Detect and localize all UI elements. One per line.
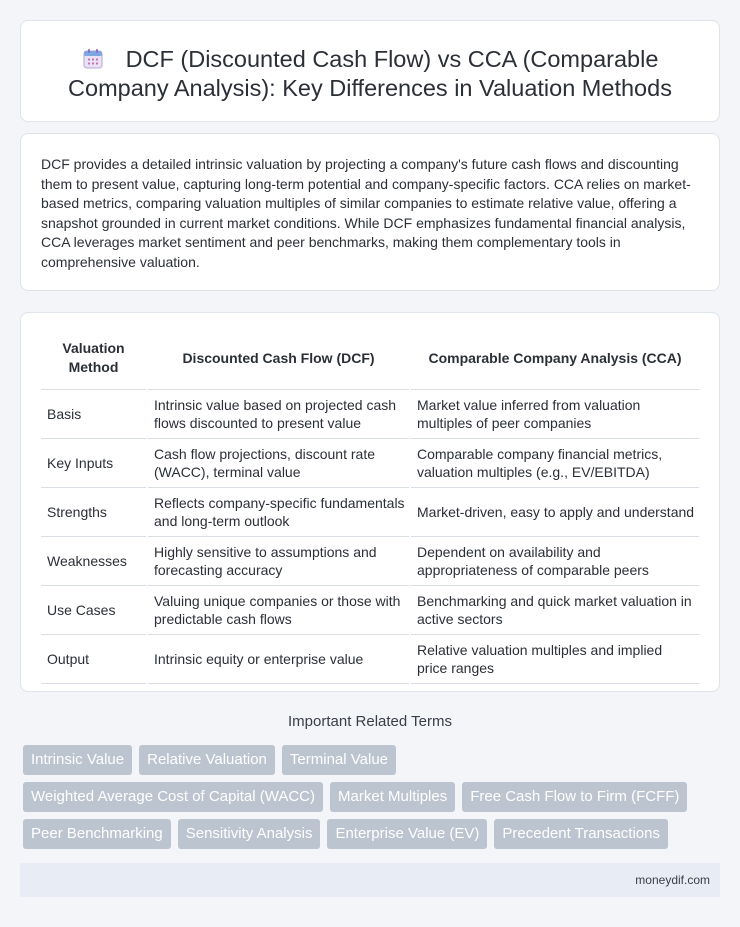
table-row	[41, 585, 699, 634]
title-card	[20, 20, 720, 122]
page-title-text: DCF (Discounted Cash Flow) vs CCA (Comparable Company Analysis): Key Differences in Valuation Methods	[68, 46, 672, 101]
tag-row	[23, 782, 723, 812]
calendar-icon	[82, 48, 104, 70]
table-cell: Market-driven, easy to apply and understand	[410, 487, 699, 536]
comparison-table-card	[20, 312, 720, 692]
table-cell: Highly sensitive to assumptions and forecasting accuracy	[147, 536, 410, 585]
tag-market-multiples[interactable]: Market Multiples	[330, 782, 455, 812]
table-cell: Basis	[41, 389, 147, 438]
tag-row	[23, 745, 723, 775]
tag-peer-benchmarking[interactable]: Peer Benchmarking	[23, 819, 171, 849]
footer-site[interactable]: moneydif.com	[635, 873, 710, 887]
tag-terminal-value[interactable]: Terminal Value	[282, 745, 396, 775]
intro-card	[20, 133, 720, 291]
table-cell: Reflects company-specific fundamentals and long-term outlook	[147, 487, 410, 536]
tag-row	[23, 819, 723, 849]
table-cell: Use Cases	[41, 585, 147, 634]
table-cell: Cash flow projections, discount rate (WACC), terminal value	[147, 438, 410, 487]
comparison-table	[41, 328, 699, 684]
table-header-cell: Discounted Cash Flow (DCF)	[147, 328, 410, 389]
table-cell: Strengths	[41, 487, 147, 536]
table-cell: Weaknesses	[41, 536, 147, 585]
table-cell: Relative valuation multiples and implied price ranges	[410, 634, 699, 683]
tag-precedent-transactions[interactable]: Precedent Transactions	[494, 819, 668, 849]
table-cell: Valuing unique companies or those with predictable cash flows	[147, 585, 410, 634]
intro-text: DCF provides a detailed intrinsic valuation by projecting a company's future cash flows and discounting them to present value, capturing long-term potential and company-specific factors. CCA relies on market-based metrics, comparing valuation multiples of similar companies to estimate relative value, offering a snapshot grounded in current market conditions. While DCF emphasizes fundamental financial analysis, CCA leverages market sentiment and peer benchmarks, making them complementary tools in comprehensive valuation.	[41, 156, 691, 270]
footer	[20, 863, 720, 897]
tag-fcff[interactable]: Free Cash Flow to Firm (FCFF)	[462, 782, 687, 812]
table-row	[41, 536, 699, 585]
table-header-cell: Valuation Method	[41, 328, 147, 389]
table-cell: Intrinsic equity or enterprise value	[147, 634, 410, 683]
related-terms-title: Important Related Terms	[288, 713, 452, 730]
table-row	[41, 634, 699, 683]
tag-wacc[interactable]: Weighted Average Cost of Capital (WACC)	[23, 782, 323, 812]
tag-relative-valuation[interactable]: Relative Valuation	[139, 745, 275, 775]
table-cell: Key Inputs	[41, 438, 147, 487]
table-cell: Intrinsic value based on projected cash flows discounted to present value	[147, 389, 410, 438]
tag-sensitivity-analysis[interactable]: Sensitivity Analysis	[178, 819, 321, 849]
table-row	[41, 487, 699, 536]
related-terms-tags	[23, 745, 723, 856]
page-title	[21, 45, 719, 103]
table-cell: Output	[41, 634, 147, 683]
table-row	[41, 389, 699, 438]
table-header-cell: Comparable Company Analysis (CCA)	[410, 328, 699, 389]
table-cell: Dependent on availability and appropriateness of comparable peers	[410, 536, 699, 585]
tag-enterprise-value[interactable]: Enterprise Value (EV)	[327, 819, 487, 849]
table-cell: Market value inferred from valuation multiples of peer companies	[410, 389, 699, 438]
table-cell: Comparable company financial metrics, valuation multiples (e.g., EV/EBITDA)	[410, 438, 699, 487]
table-cell: Benchmarking and quick market valuation in active sectors	[410, 585, 699, 634]
tag-intrinsic-value[interactable]: Intrinsic Value	[23, 745, 132, 775]
table-header-row	[41, 328, 699, 389]
table-row	[41, 438, 699, 487]
